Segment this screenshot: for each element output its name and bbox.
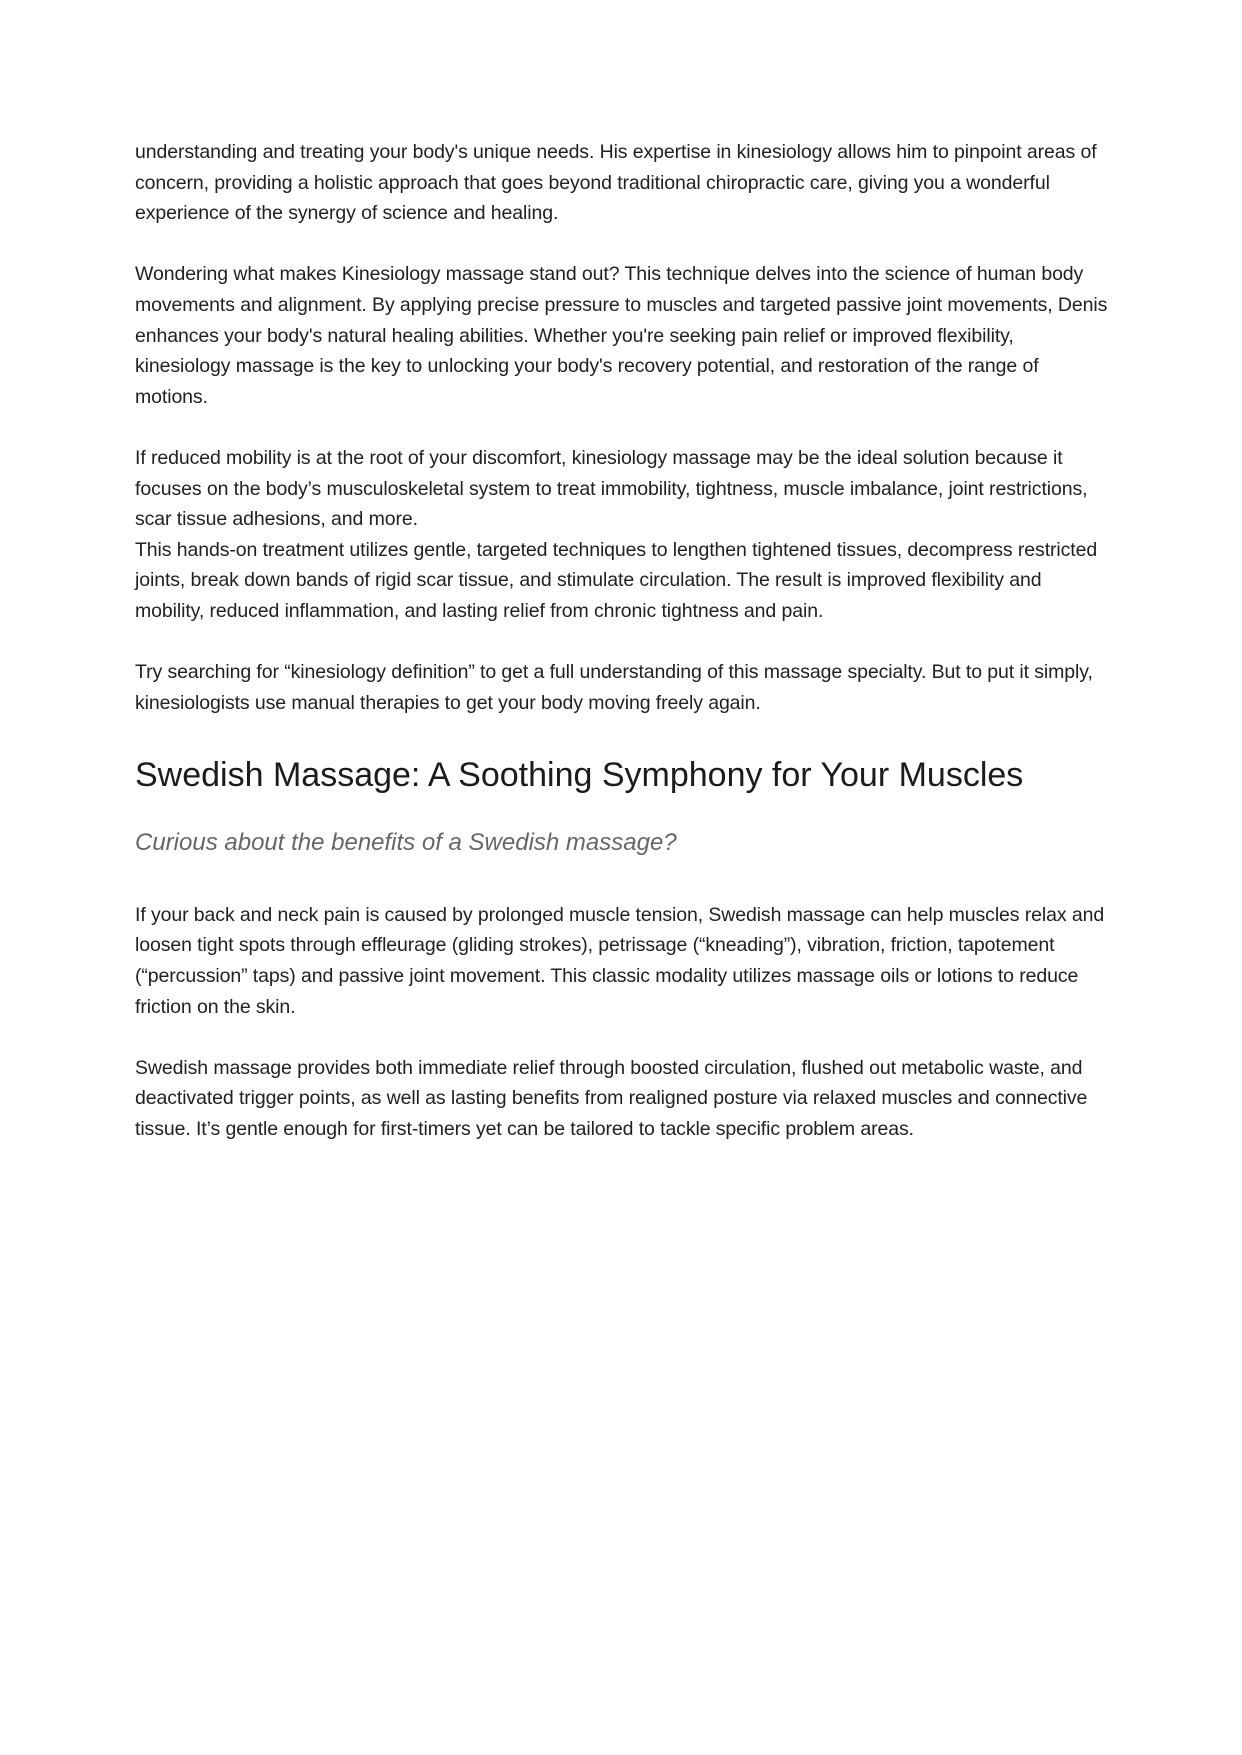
paragraph-kinesiology-massage-standout: Wondering what makes Kinesiology massage stand out? This technique delves into the science of human body movements and alignment. By applying precise pressure to muscles and targeted passive joint movements, Denis enhances your body's natural healing abilities. Whether you're seeking pain relief or improved flexibility, kinesiology massage is the key to unlocking your body's recovery potential, and restoration of the range of motions. bbox=[135, 263, 1108, 408]
paragraph-reduced-mobility: If reduced mobility is at the root of your discomfort, kinesiology massage may be the ideal solution because it focuses on the body’s musculoskeletal system to treat immobility, tightness, muscle imbalance, joint restrictions, scar tissue adhesions, and more. bbox=[135, 446, 1088, 531]
paragraph-swedish-techniques: If your back and neck pain is caused by prolonged muscle tension, Swedish massage can help muscles relax and loosen tight spots through effleurage (gliding strokes), petrissage (“kneading”), vibration, friction, tapotement (“percussion” taps) and passive joint movement. This classic modality utilizes massage oils or lotions to reduce friction on the skin. bbox=[135, 903, 1105, 1018]
paragraph-kinesiology-definition: Try searching for “kinesiology definition” to get a full understanding of this massage specialty. But to put it simply, kinesiologists use manual therapies to get your body moving freely again. bbox=[135, 661, 1093, 714]
paragraph-swedish-benefits: Swedish massage provides both immediate relief through boosted circulation, flushed out metabolic waste, and deactivated trigger points, as well as lasting benefits from realigned posture via relaxed muscles and connective tissue. It’s gentle enough for first-timers yet can be tailored to tackle specific problem areas. bbox=[135, 1056, 1088, 1141]
section-heading-swedish-massage: Swedish Massage: A Soothing Symphony for Your Muscles bbox=[135, 755, 1024, 794]
paragraph-hands-on-treatment: This hands-on treatment utilizes gentle, targeted techniques to lengthen tightened tissues, decompress restricted joints, break down bands of rigid scar tissue, and stimulate circulation. The result is improved flexibility and mobility, reduced inflammation, and lasting relief from chronic tightness and pain. bbox=[135, 538, 1098, 622]
section-subheading-swedish-benefits-question: Curious about the benefits of a Swedish massage? bbox=[135, 828, 677, 856]
paragraph-expertise-kinesiology: understanding and treating your body's unique needs. His expertise in kinesiology allows him to pinpoint areas of concern, providing a holistic approach that goes beyond traditional chiropractic care, giving you a wonderful experience of the synergy of science and healing. bbox=[135, 141, 1097, 225]
